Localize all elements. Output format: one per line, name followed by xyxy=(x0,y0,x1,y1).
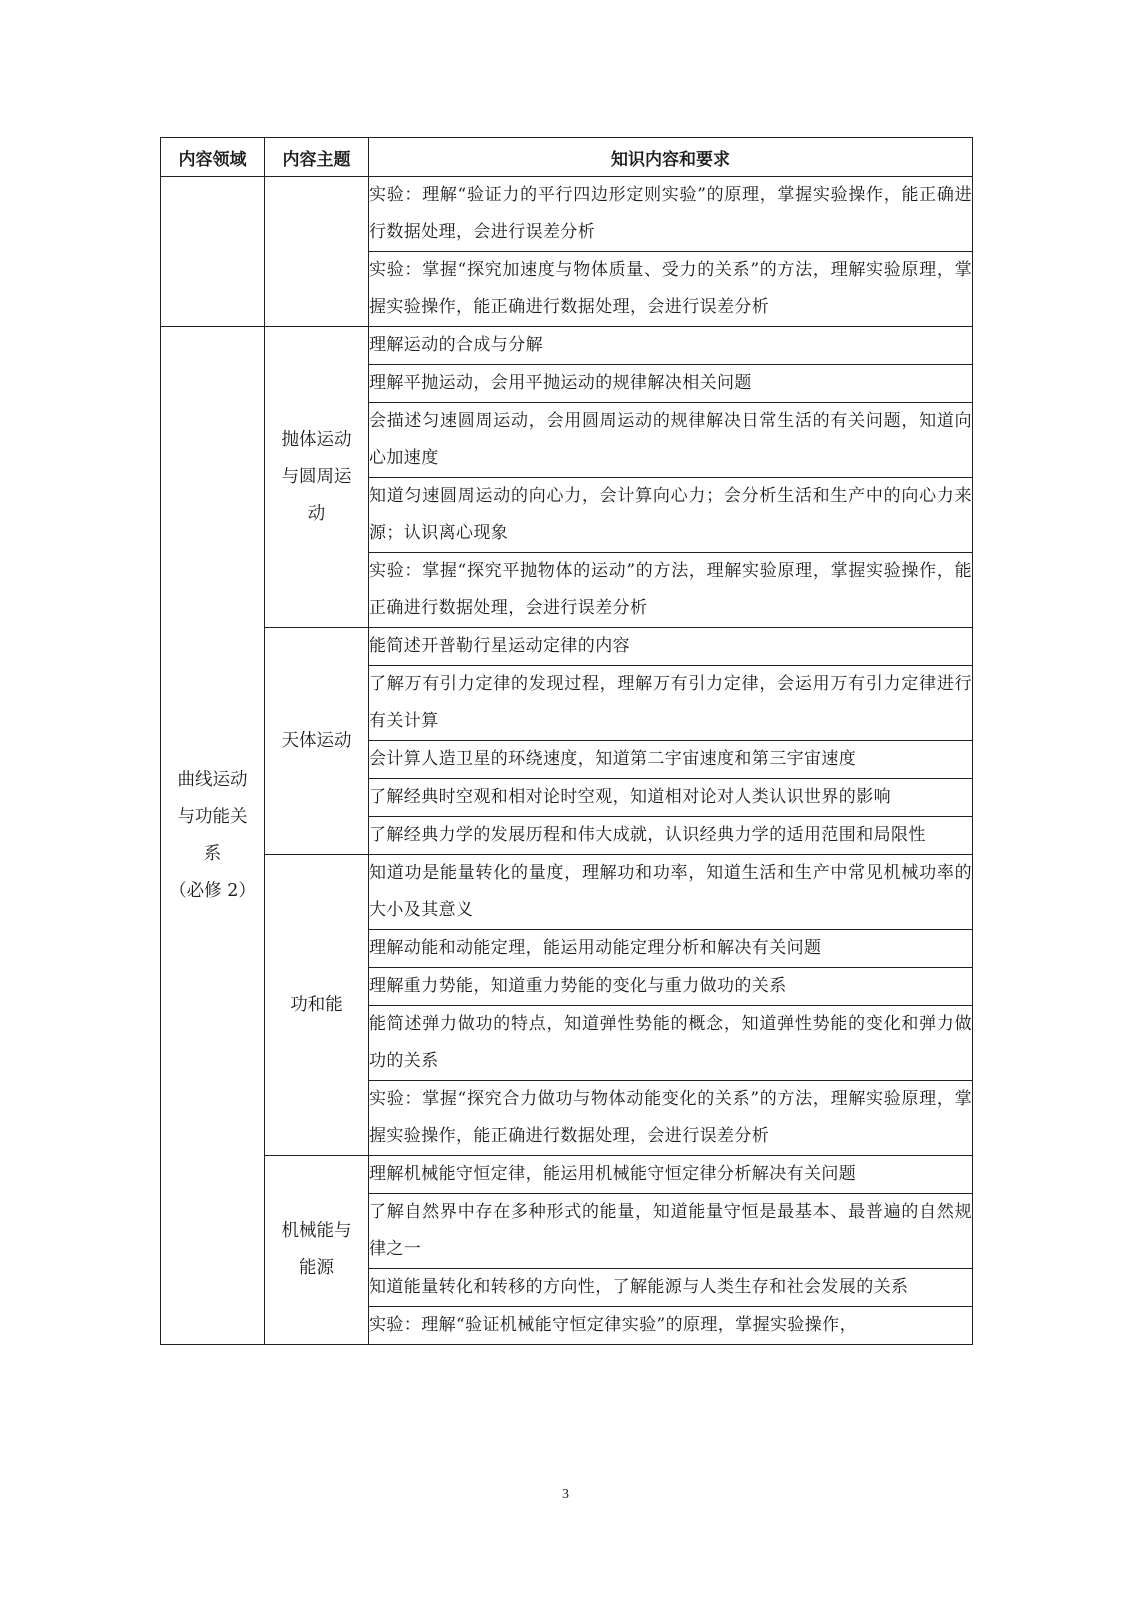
table-row xyxy=(161,327,973,365)
header-knowledge-requirements: 知识内容和要求 xyxy=(369,138,973,177)
topic-label-line: 天体运动 xyxy=(281,730,352,751)
topic-label-line: 动 xyxy=(307,503,326,524)
topic-label-line: 抛体运动 xyxy=(281,429,352,450)
topic-cell-projectile-circular xyxy=(265,327,369,628)
topic-label-line: 机械能与 xyxy=(281,1221,352,1241)
requirement-cell: 了解自然界中存在多种形式的能量，知道能量守恒是最基本、最普遍的自然规律之一 xyxy=(369,1194,973,1269)
domain-label-line: 与功能关 xyxy=(177,806,248,827)
requirement-cell: 理解机械能守恒定律，能运用机械能守恒定律分析解决有关问题 xyxy=(369,1156,973,1194)
requirement-cell: 了解经典力学的发展历程和伟大成就，认识经典力学的适用范围和局限性 xyxy=(369,817,973,855)
topic-label-line: 能源 xyxy=(299,1258,334,1278)
domain-cell xyxy=(161,327,265,1345)
table-row xyxy=(161,1156,973,1194)
requirement-cell: 理解重力势能，知道重力势能的变化与重力做功的关系 xyxy=(369,968,973,1006)
table-row xyxy=(161,177,973,252)
requirement-cell: 实验：掌握“探究合力做功与物体动能变化的关系”的方法，理解实验原理，掌握实验操作，能正确进行数据处理，会进行误差分析 xyxy=(369,1081,973,1156)
requirement-cell: 能简述开普勒行星运动定律的内容 xyxy=(369,628,973,666)
empty-domain-cell xyxy=(161,177,265,327)
topic-cell-work-energy xyxy=(265,855,369,1156)
requirement-cell: 实验：掌握“探究加速度与物体质量、受力的关系”的方法，理解实验原理，掌握实验操作，能正确进行数据处理，会进行误差分析 xyxy=(369,252,973,327)
requirement-cell: 了解经典时空观和相对论时空观，知道相对论对人类认识世界的影响 xyxy=(369,779,973,817)
domain-label-line: 曲线运动 xyxy=(177,769,248,790)
requirement-cell: 了解万有引力定律的发现过程，理解万有引力定律，会运用万有引力定律进行有关计算 xyxy=(369,666,973,741)
header-content-topic: 内容主题 xyxy=(265,138,369,177)
requirement-cell: 实验：理解“验证力的平行四边形定则实验”的原理，掌握实验操作，能正确进行数据处理，会进行误差分析 xyxy=(369,177,973,252)
requirement-cell: 知道匀速圆周运动的向心力，会计算向心力；会分析生活和生产中的向心力来源；认识离心现象 xyxy=(369,478,973,553)
requirement-cell: 会描述匀速圆周运动，会用圆周运动的规律解决日常生活的有关问题，知道向心加速度 xyxy=(369,403,973,478)
empty-topic-cell xyxy=(265,177,369,327)
syllabus-table xyxy=(160,137,973,1345)
header-row xyxy=(161,138,973,177)
header-content-domain: 内容领域 xyxy=(161,138,265,177)
requirement-cell: 理解平抛运动，会用平抛运动的规律解决相关问题 xyxy=(369,365,973,403)
page-number: 3 xyxy=(562,1487,569,1502)
requirement-cell: 会计算人造卫星的环绕速度，知道第二宇宙速度和第三宇宙速度 xyxy=(369,741,973,779)
requirement-cell: 实验：理解“验证机械能守恒定律实验”的原理，掌握实验操作， xyxy=(369,1307,973,1345)
topic-label-line: 与圆周运 xyxy=(281,466,352,487)
requirement-cell: 知道功是能量转化的量度，理解功和功率，知道生活和生产中常见机械功率的大小及其意义 xyxy=(369,855,973,930)
topic-cell-celestial-motion xyxy=(265,628,369,855)
table-row xyxy=(161,855,973,930)
requirement-cell: 知道能量转化和转移的方向性，了解能源与人类生存和社会发展的关系 xyxy=(369,1269,973,1307)
requirement-cell: 实验：掌握“探究平抛物体的运动”的方法，理解实验原理，掌握实验操作，能正确进行数据处理，会进行误差分析 xyxy=(369,553,973,628)
topic-cell-mechanical-energy xyxy=(265,1156,369,1345)
requirement-cell: 理解动能和动能定理，能运用动能定理分析和解决有关问题 xyxy=(369,930,973,968)
domain-label-line: 系 xyxy=(203,843,222,864)
topic-label-line: 功和能 xyxy=(290,994,343,1015)
requirement-cell: 能简述弹力做功的特点，知道弹性势能的概念，知道弹性势能的变化和弹力做功的关系 xyxy=(369,1006,973,1081)
domain-label-line: （必修 2） xyxy=(169,880,256,901)
table-row xyxy=(161,628,973,666)
requirement-cell: 理解运动的合成与分解 xyxy=(369,327,973,365)
